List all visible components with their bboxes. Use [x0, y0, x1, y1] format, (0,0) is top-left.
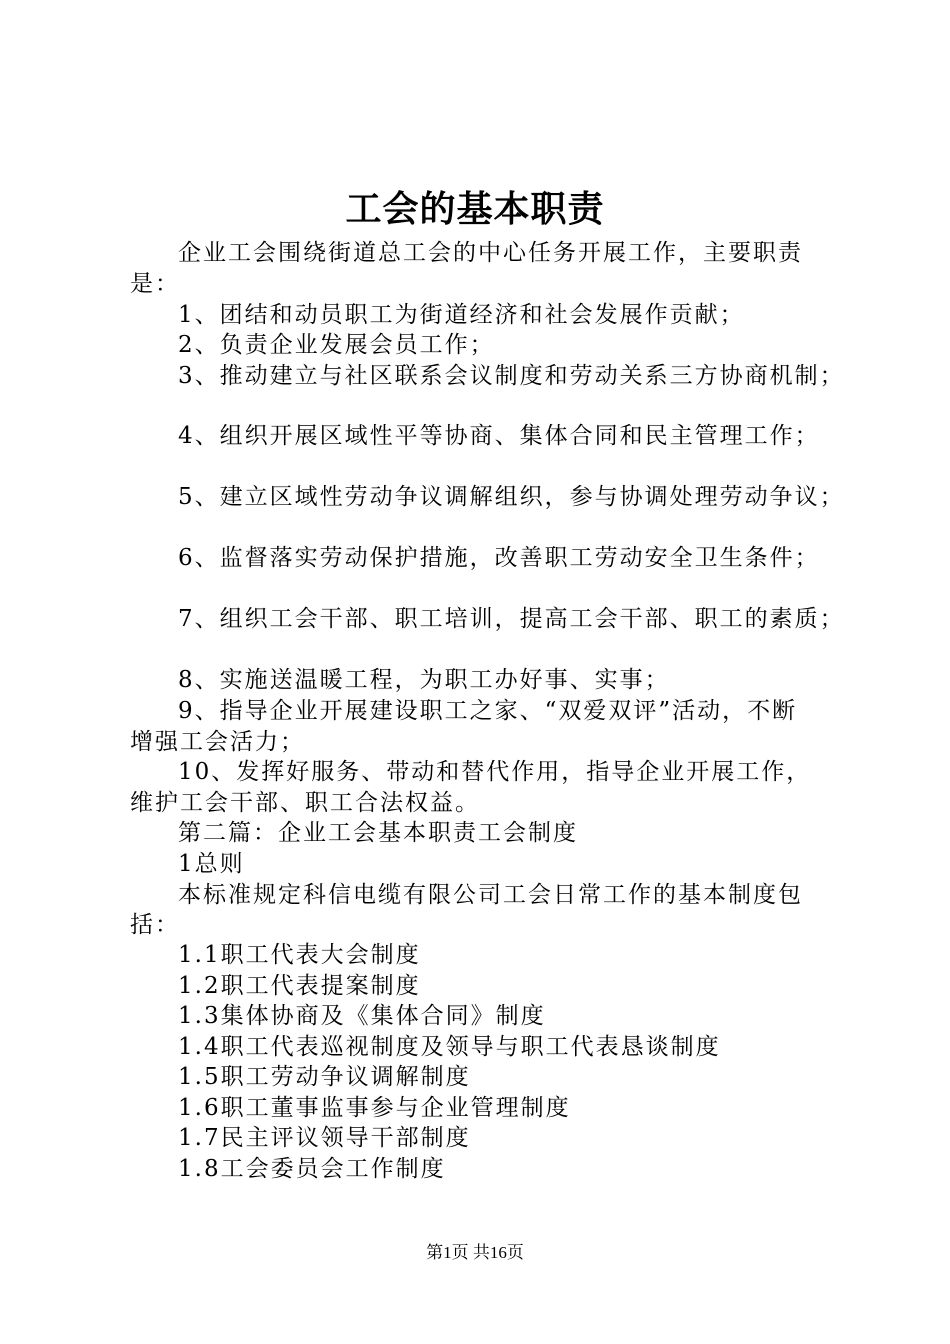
list-item-7: 7、组织工会干部、职工培训，提高工会干部、职工的素质；	[178, 606, 845, 632]
section-heading: 第二篇：企业工会基本职责工会制度	[178, 820, 578, 846]
list-item-9: 9、指导企业开展建设职工之家、“双爱双评”活动，不断	[178, 698, 798, 724]
list-item-6: 6、监督落实劳动保护措施，改善职工劳动安全卫生条件；	[178, 545, 820, 571]
list-item-10-cont: 维护工会干部、职工合法权益。	[130, 790, 480, 816]
paragraph-scope-cont: 括：	[130, 912, 180, 938]
list-item-3: 3、推动建立与社区联系会议制度和劳动关系三方协商机制；	[178, 363, 845, 389]
list-item-5: 5、建立区域性劳动争议调解组织，参与协调处理劳动争议；	[178, 484, 845, 510]
page-number: 第1页 共16页	[426, 1243, 524, 1262]
page-title: 工会的基本职责	[345, 188, 605, 230]
paragraph-intro: 企业工会围绕街道总工会的中心任务开展工作，主要职责	[178, 240, 803, 266]
list-item-4: 4、组织开展区域性平等协商、集体合同和民主管理工作；	[178, 423, 820, 449]
rule-item-1-1: 1.1职工代表大会制度	[178, 942, 421, 968]
rule-item-1-4: 1.4职工代表巡视制度及领导与职工代表恳谈制度	[178, 1034, 721, 1060]
list-item-9-cont: 增强工会活力；	[130, 729, 305, 755]
rule-item-1-8: 1.8工会委员会工作制度	[178, 1156, 446, 1182]
list-item-1: 1、团结和动员职工为街道经济和社会发展作贡献；	[178, 302, 745, 328]
paragraph-scope: 本标准规定科信电缆有限公司工会日常工作的基本制度包	[178, 882, 803, 908]
section-general: 1总则	[178, 851, 245, 877]
list-item-8: 8、实施送温暖工程，为职工办好事、实事；	[178, 667, 670, 693]
list-item-10: 10、发挥好服务、带动和替代作用，指导企业开展工作，	[178, 759, 812, 785]
rule-item-1-5: 1.5职工劳动争议调解制度	[178, 1064, 471, 1090]
rule-item-1-6: 1.6职工董事监事参与企业管理制度	[178, 1095, 571, 1121]
list-item-2: 2、负责企业发展会员工作；	[178, 332, 495, 358]
rule-item-1-7: 1.7民主评议领导干部制度	[178, 1125, 471, 1151]
rule-item-1-2: 1.2职工代表提案制度	[178, 973, 421, 999]
paragraph-intro-cont: 是：	[130, 271, 180, 297]
rule-item-1-3: 1.3集体协商及《集体合同》制度	[178, 1003, 546, 1029]
